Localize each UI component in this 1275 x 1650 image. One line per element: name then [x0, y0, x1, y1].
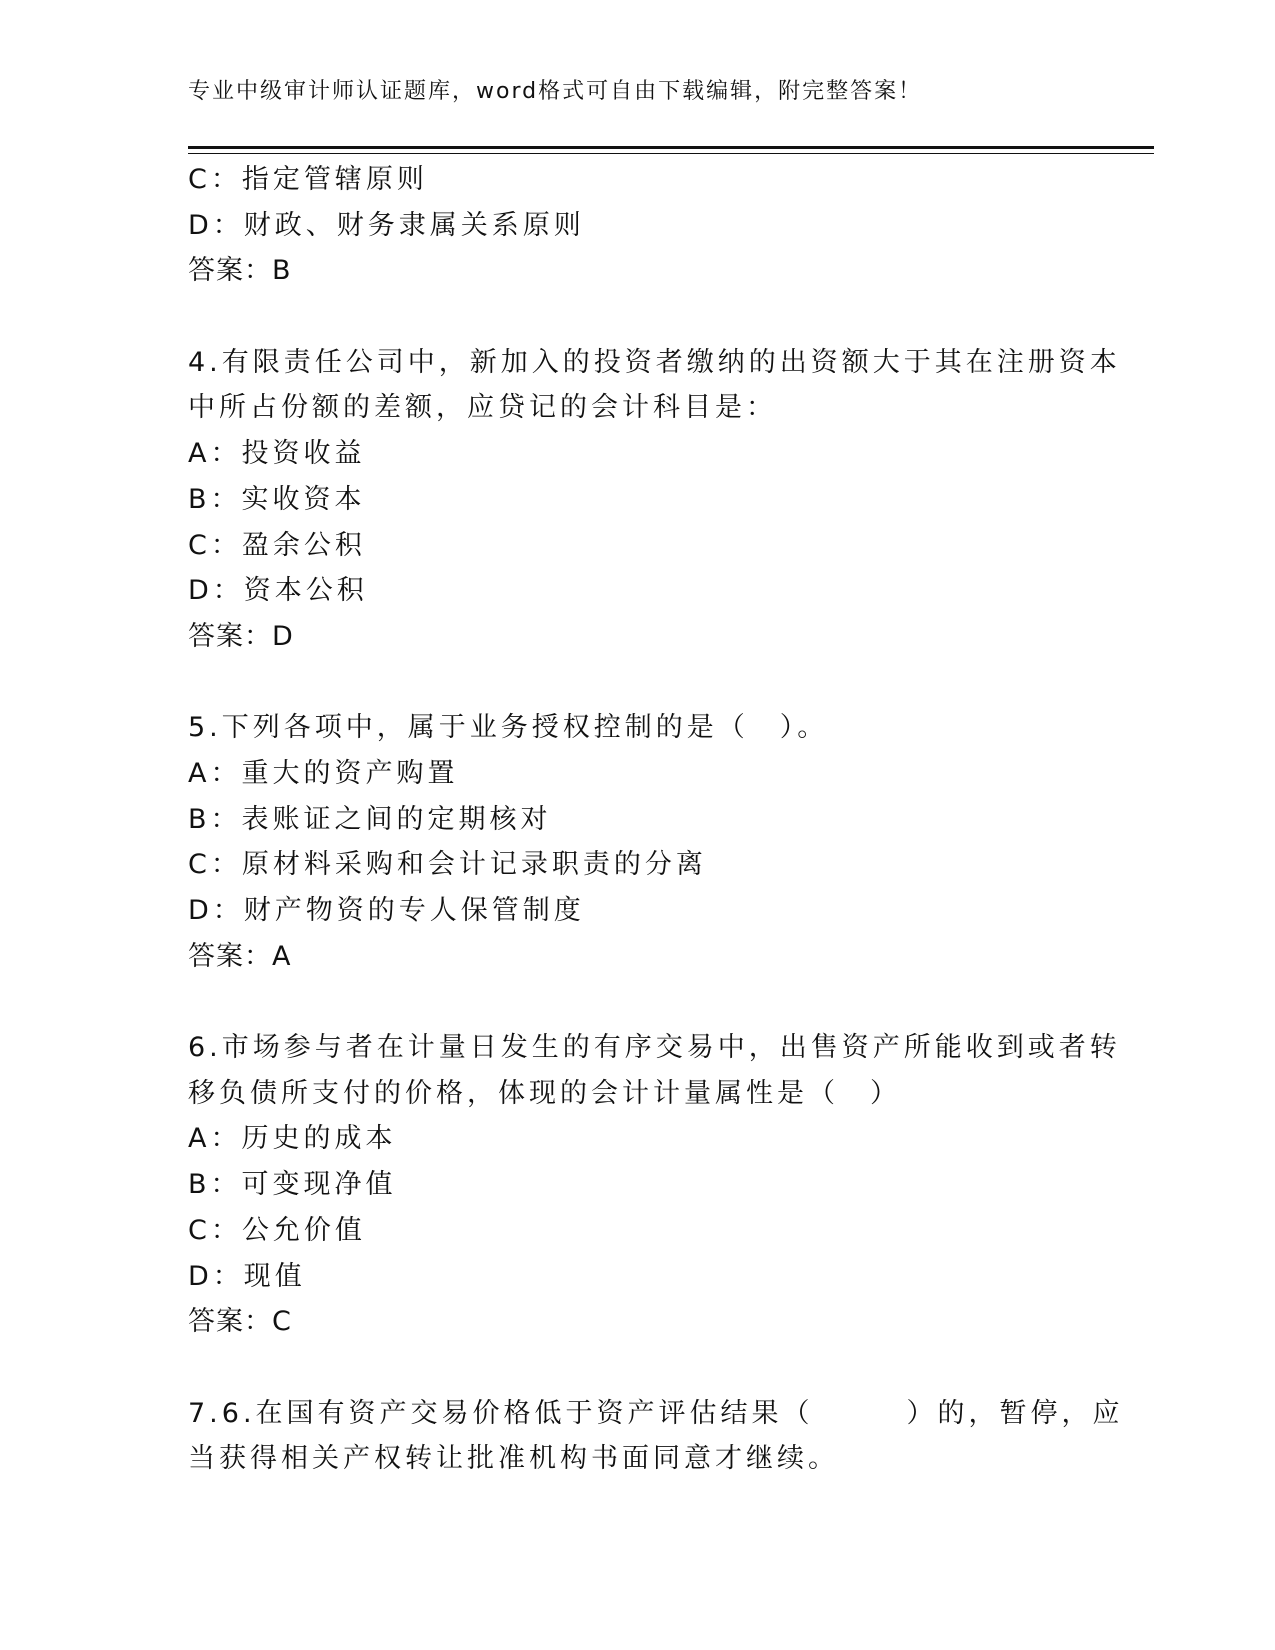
option-c: C：盈余公积: [188, 529, 366, 561]
question-7: [188, 1391, 1124, 1482]
question-text-line: 4.有限责任公司中，新加入的投资者缴纳的出资额大于其在注册资本: [188, 346, 1121, 378]
option-d: D：现值: [188, 1260, 306, 1292]
option-c: C：指定管辖原则: [188, 164, 428, 195]
header-rule-thick: [188, 146, 1154, 149]
question-3-tail: [188, 157, 1068, 294]
question-text-line: 中所占份额的差额，应贷记的会计科目是：: [188, 392, 777, 424]
question-5: [188, 705, 1068, 979]
option-a: A：重大的资产购置: [188, 757, 459, 789]
option-b: B：可变现净值: [188, 1169, 397, 1201]
question-text-line: 6.市场参与者在计量日发生的有序交易中，出售资产所能收到或者转: [188, 1032, 1121, 1064]
answer: 答案：C: [188, 1306, 292, 1338]
answer: 答案：B: [188, 255, 292, 287]
page-header: 专业中级审计师认证题库，word格式可自由下载编辑，附完整答案！: [188, 79, 923, 104]
option-b: B：实收资本: [188, 483, 366, 515]
option-c: C：公允价值: [188, 1214, 366, 1246]
answer: 答案：D: [188, 620, 294, 652]
question-text-line: 7.6.在国有资产交易价格低于资产评估结果（ ）的，暂停，应: [188, 1397, 1124, 1429]
question-text-line: 移负债所支付的价格，体现的会计计量属性是（ ）: [188, 1077, 901, 1109]
option-d: D：资本公积: [188, 575, 368, 607]
question-text-line: 5.下列各项中，属于业务授权控制的是（ ）。: [188, 712, 829, 744]
question-text-line: 当获得相关产权转让批准机构书面同意才继续。: [188, 1443, 839, 1475]
option-c: C：原材料采购和会计记录职责的分离: [188, 849, 707, 881]
option-d: D：财产物资的专人保管制度: [188, 895, 585, 926]
header-rule-thin: [188, 153, 1154, 154]
question-6: [188, 1025, 1121, 1345]
question-content: [188, 157, 1124, 1482]
answer: 答案：A: [188, 940, 292, 972]
option-a: A：投资收益: [188, 438, 366, 470]
question-4: [188, 340, 1121, 660]
option-a: A：历史的成本: [188, 1123, 397, 1155]
option-d: D：财政、财务隶属关系原则: [188, 209, 585, 241]
option-b: B：表账证之间的定期核对: [188, 803, 552, 835]
